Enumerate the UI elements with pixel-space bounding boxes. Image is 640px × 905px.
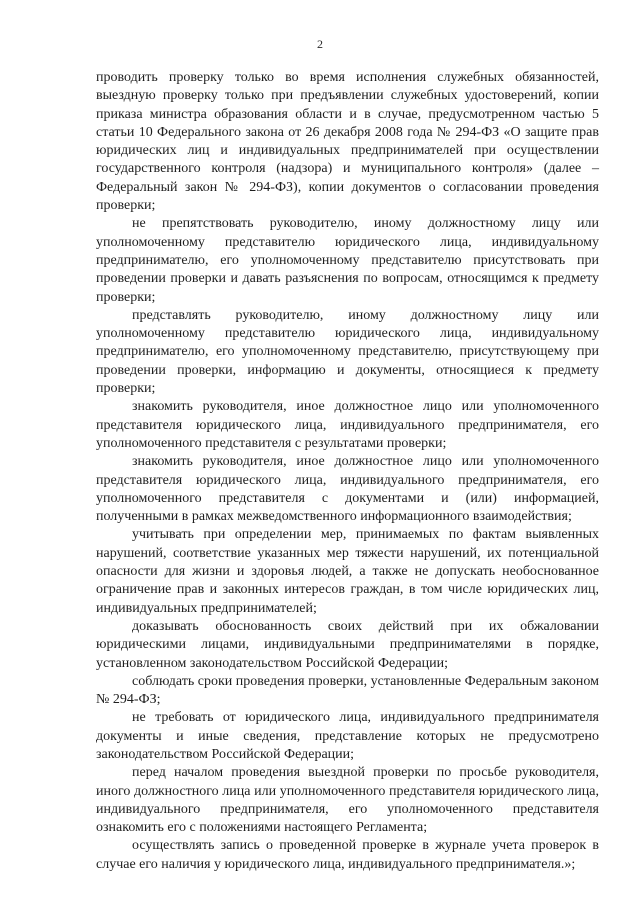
paragraph-not-obstruct: не препятствовать руководителю, иному должностному лицу или уполномоченному представителю юридического лица, индивидуальному предпринимателю, его уполномоченному представителю присутствовать при проведении проверки и давать разъяснения по вопросам, относящимся к предмету проверки; — [96, 216, 599, 305]
paragraph-prove-validity: доказывать обоснованность своих действий при их обжаловании юридическими лицами, индивидуальными предпринимателями в порядке, установленном законодательством Российской Федерации; — [96, 618, 599, 671]
paragraph-not-require-documents: не требовать от юридического лица, индивидуального предпринимателя документы и иные сведения, представление которых не предусмотрено законодательством Российской Федерации; — [96, 710, 599, 762]
paragraph-observe-deadlines: соблюдать сроки проведения проверки, установленные Федеральным законом № 294-ФЗ; — [96, 673, 599, 708]
paragraph-consider-measures: учитывать при определении мер, принимаемых по фактам выявленных нарушений, соответствие указанных мер тяжести нарушений, их потенциальной опасности для жизни и здоровья людей, а также не допускать необоснованное ограничение прав и законных интересов граждан, в том числе юридических лиц, индивидуальных предпринимателей; — [96, 527, 599, 616]
paragraph-record-journal: осуществлять запись о проведенной проверке в журнале учета проверок в случае его наличия у юридического лица, индивидуального предпринимателя.»; — [96, 838, 599, 872]
paragraph-provide-information: представлять руководителю, иному должностному лицу или уполномоченному представителю юридического лица, индивидуальному предпринимателю, его уполномоченному представителю, присутствующему при проведении проверки, информацию и документы, относящиеся к предмету проверки; — [96, 307, 599, 397]
paragraph-acquaint-results: знакомить руководителя, иное должностное лицо или уполномоченного представителя юридического лица, индивидуального предпринимателя, его уполномоченного представителя с результатами проверки; — [96, 399, 599, 451]
paragraph-acquaint-documents: знакомить руководителя, иное должностное лицо или уполномоченного представителя юридического лица, индивидуального предпринимателя, его уполномоченного представителя с документами и (или) информацией, полученными в рамках межведомственного информационного взаимодействия; — [96, 454, 599, 525]
document-body — [96, 69, 599, 874]
page-number: 2 — [317, 37, 323, 51]
paragraph-familiarize-regulation: перед началом проведения выездной проверки по просьбе руководителя, иного должностного лица или уполномоченного представителя юридического лица, индивидуального предпринимателя, его уполномоченного представителя ознакомить его с положениями настоящего Регламента; — [96, 765, 599, 836]
paragraph-conduct-inspection: проводить проверку только во время исполнения служебных обязанностей, выездную проверку только при предъявлении служебных удостоверений, копии приказа министра образования области и в случае, предусмотренном частью 5 статьи 10 Федерального закона от 26 декабря 2008 года № 294-ФЗ «О защите прав юридических лиц и индивидуальных предпринимателей при осуществлении государственного контроля (надзора) и муниципального контроля» (далее – Федеральный закон № 294-ФЗ), копии документов о согласовании проведения проверки; — [96, 70, 599, 214]
